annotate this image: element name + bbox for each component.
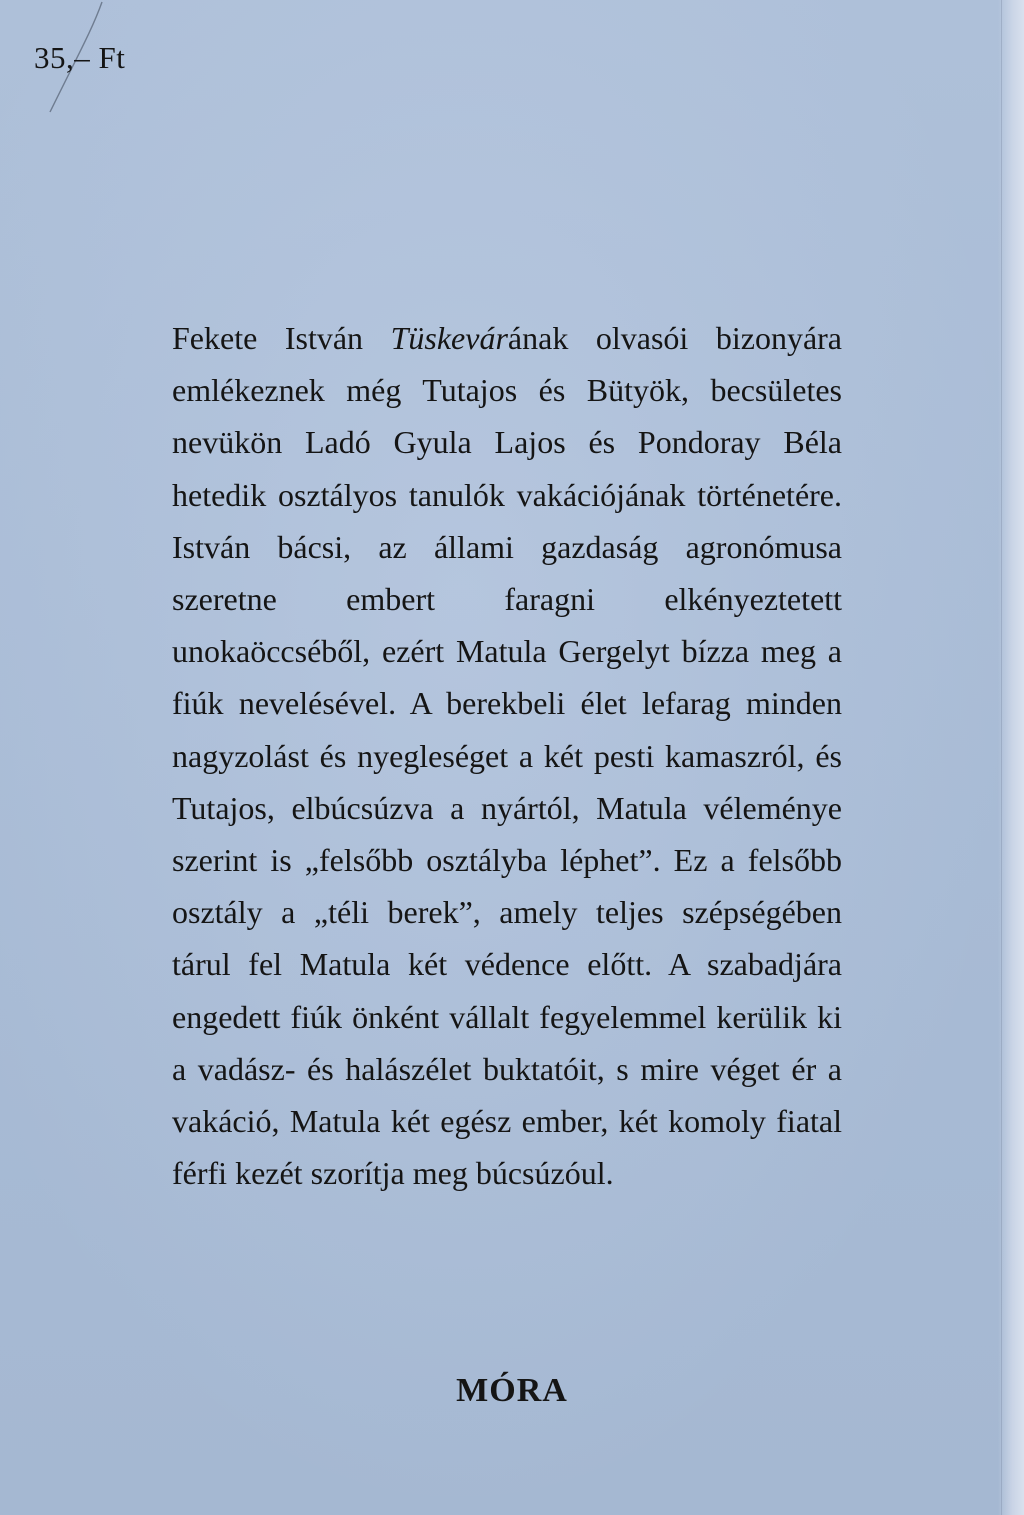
publisher-name: MÓRA [456, 1372, 568, 1409]
price-label: 35,– Ft [34, 40, 126, 75]
blurb-author: Fekete István [172, 320, 391, 356]
spine-fold-line [1001, 0, 1002, 1515]
blurb-text [172, 312, 842, 1199]
blurb-body: ának olvasói bizonyára emlékeznek még Tutajos és Bütyök, becsületes nevükön Ladó Gyula Lajos és Pondoray Béla hetedik osztályos tanulók vakációjának történetére. István bácsi, az állami gazdaság agronómusa szeretne embert faragni elkényeztetett unokaöccséből, ezért Matula Gergelyt bízza meg a fiúk nevelésével. A berekbeli élet lefarag minden nagyzolást és nyegleséget a két pesti kamaszról, és Tutajos, elbúcsúzva a nyártól, Matula véleménye szerint is „felsőbb osztályba léphet”. Ez a felsőbb osztály a „téli berek”, amely teljes szépségében tárul fel Matula két védence előtt. A szabadjára engedett fiúk önként vállalt fegyelemmel kerülik ki a vadász- és halászélet buktatóit, s mire véget ér a vakáció, Matula két egész ember, két komoly fiatal férfi kezét szorítja meg búcsúzóul. [172, 320, 842, 1192]
blurb-book-title: Tüskevár [390, 320, 508, 356]
